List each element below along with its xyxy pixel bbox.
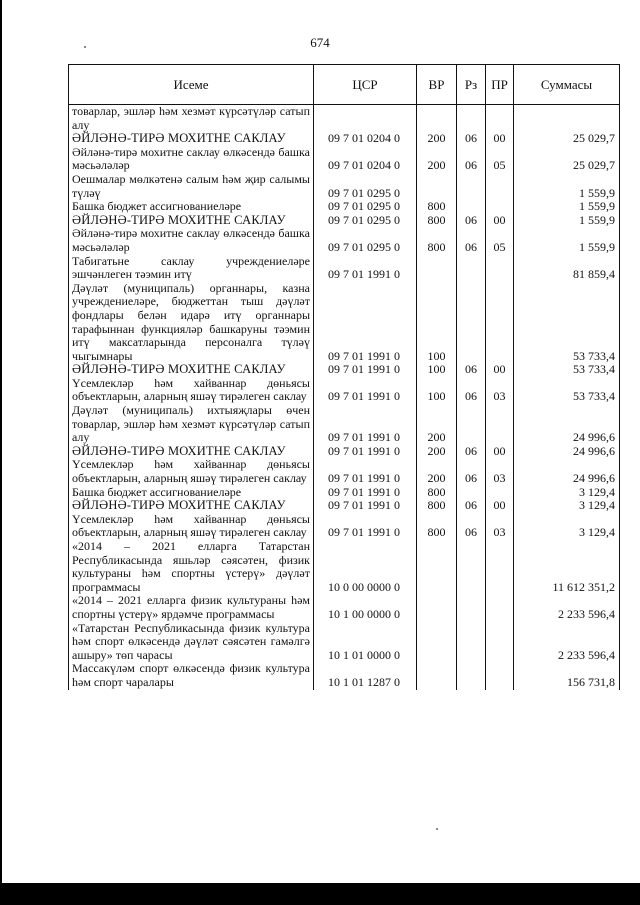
cell-pr: 03 (486, 513, 514, 540)
cell-pr (486, 594, 514, 621)
cell-pr (486, 200, 514, 214)
cell-rz: 06 (457, 445, 486, 459)
cell-csr: 09 7 01 1991 0 (314, 377, 417, 404)
cell-vr: 800 (417, 499, 457, 513)
cell-csr: 10 1 00 0000 0 (314, 594, 417, 621)
cell-name: Дәүләт (муниципаль) органнары, казна учреждениеләре, бюджеттан тыш дәүләт фондлары белән идарә итү органнары тарафыннан функцияләр башкаруны тәэмин итү максатларында персоналга түләү чыгымнары (69, 282, 314, 364)
cell-pr: 03 (486, 458, 514, 485)
cell-sum: 25 029,7 (514, 146, 620, 173)
cell-name: Әйләнә-тирә мохитне саклау өлкәсендә башка мәсьәләләр (69, 227, 314, 254)
cell-csr: 09 7 01 1991 0 (314, 404, 417, 445)
table-row (69, 227, 620, 254)
header-sum: Суммасы (514, 65, 620, 105)
budget-table (68, 64, 620, 690)
cell-rz: 06 (457, 132, 486, 146)
cell-vr (417, 622, 457, 663)
cell-pr: 00 (486, 499, 514, 513)
cell-sum: 24 996,6 (514, 458, 620, 485)
header-pr: ПР (486, 65, 514, 105)
cell-rz: 06 (457, 146, 486, 173)
cell-name: Үсемлекләр һәм хайваннар дөньясы объектларын, аларның яшәү тирәлеген саклау (69, 377, 314, 404)
cell-rz (457, 594, 486, 621)
table-row (69, 214, 620, 228)
cell-rz (457, 404, 486, 445)
cell-pr: 00 (486, 363, 514, 377)
cell-pr (486, 404, 514, 445)
table-row (69, 404, 620, 445)
cell-pr (486, 662, 514, 689)
cell-vr: 200 (417, 458, 457, 485)
header-rz: Рз (457, 65, 486, 105)
cell-rz (457, 105, 486, 133)
cell-csr: 09 7 01 0295 0 (314, 227, 417, 254)
cell-vr: 200 (417, 132, 457, 146)
table-row (69, 200, 620, 214)
cell-name: «2014 – 2021 елларга физик культураны һәм спортны үстерү» ярдәмче программасы (69, 594, 314, 621)
table-row (69, 282, 620, 364)
table-row (69, 540, 620, 594)
cell-sum: 2 233 596,4 (514, 622, 620, 663)
cell-rz (457, 200, 486, 214)
cell-sum: 156 731,8 (514, 662, 620, 689)
cell-name: товарлар, эшләр һәм хезмәт күрсәтүләр сатып алу (69, 105, 314, 133)
cell-pr: 03 (486, 377, 514, 404)
cell-vr: 100 (417, 377, 457, 404)
cell-csr: 09 7 01 0295 0 (314, 173, 417, 200)
cell-rz (457, 282, 486, 364)
header-name: Исеме (69, 65, 314, 105)
cell-pr: 00 (486, 214, 514, 228)
cell-name: Башка бюджет ассигнованиеләре (69, 200, 314, 214)
table-row (69, 662, 620, 689)
cell-sum: 24 996,6 (514, 404, 620, 445)
cell-pr: 00 (486, 132, 514, 146)
table-row (69, 255, 620, 282)
cell-name: Дәүләт (муниципаль) ихтыяҗлары өчен товарлар, эшләр һәм хезмәт күрсәтүләр сатып алу (69, 404, 314, 445)
cell-name: Үсемлекләр һәм хайваннар дөньясы объектларын, аларның яшәү тирәлеген саклау (69, 458, 314, 485)
cell-csr: 09 7 01 1991 0 (314, 499, 417, 513)
scan-edge (0, 0, 2, 905)
cell-csr: 09 7 01 1991 0 (314, 282, 417, 364)
cell-csr: 09 7 01 1991 0 (314, 255, 417, 282)
cell-vr: 800 (417, 227, 457, 254)
table-body (69, 105, 620, 690)
scan-bottom-bar (0, 883, 640, 905)
cell-sum: 1 559,9 (514, 173, 620, 200)
cell-vr: 200 (417, 445, 457, 459)
cell-pr (486, 173, 514, 200)
cell-vr: 800 (417, 486, 457, 500)
cell-rz (457, 486, 486, 500)
table-row (69, 377, 620, 404)
cell-vr: 800 (417, 513, 457, 540)
cell-pr: 00 (486, 445, 514, 459)
cell-pr (486, 255, 514, 282)
cell-pr (486, 622, 514, 663)
cell-csr: 09 7 01 0204 0 (314, 146, 417, 173)
header-csr: ЦСР (314, 65, 417, 105)
cell-rz: 06 (457, 377, 486, 404)
cell-pr (486, 486, 514, 500)
cell-pr (486, 540, 514, 594)
scan-speck (84, 46, 86, 48)
table-row (69, 594, 620, 621)
cell-name: Әйләнә-тирә мохитне саклау өлкәсендә башка мәсьәләләр (69, 146, 314, 173)
cell-csr: 09 7 01 0204 0 (314, 132, 417, 146)
cell-sum: 3 129,4 (514, 499, 620, 513)
cell-sum: 1 559,9 (514, 227, 620, 254)
cell-pr (486, 105, 514, 133)
cell-vr: 800 (417, 214, 457, 228)
cell-rz (457, 622, 486, 663)
table-row (69, 499, 620, 513)
table-row (69, 173, 620, 200)
cell-sum: 53 733,4 (514, 377, 620, 404)
header-vr: ВР (417, 65, 457, 105)
cell-csr: 09 7 01 1991 0 (314, 458, 417, 485)
cell-csr: 10 1 01 1287 0 (314, 662, 417, 689)
cell-sum (514, 105, 620, 133)
cell-sum: 81 859,4 (514, 255, 620, 282)
cell-rz (457, 255, 486, 282)
table-row (69, 363, 620, 377)
cell-rz: 06 (457, 227, 486, 254)
cell-name: ӘЙЛӘНӘ-ТИРӘ МОХИТНЕ САКЛАУ (69, 499, 314, 513)
cell-rz (457, 540, 486, 594)
cell-rz (457, 173, 486, 200)
cell-sum: 25 029,7 (514, 132, 620, 146)
cell-csr: 09 7 01 1991 0 (314, 513, 417, 540)
cell-sum: 53 733,4 (514, 282, 620, 364)
cell-pr (486, 282, 514, 364)
scan-speck (436, 828, 438, 830)
cell-sum: 2 233 596,4 (514, 594, 620, 621)
cell-name: ӘЙЛӘНӘ-ТИРӘ МОХИТНЕ САКЛАУ (69, 445, 314, 459)
cell-vr (417, 105, 457, 133)
table-row (69, 458, 620, 485)
cell-name: Үсемлекләр һәм хайваннар дөньясы объектларын, аларның яшәү тирәлеген саклау (69, 513, 314, 540)
cell-sum: 1 559,9 (514, 200, 620, 214)
cell-vr (417, 662, 457, 689)
cell-csr: 10 1 01 0000 0 (314, 622, 417, 663)
cell-vr: 200 (417, 404, 457, 445)
cell-rz: 06 (457, 214, 486, 228)
cell-name: ӘЙЛӘНӘ-ТИРӘ МОХИТНЕ САКЛАУ (69, 214, 314, 228)
cell-vr (417, 255, 457, 282)
table-row (69, 445, 620, 459)
cell-name: ӘЙЛӘНӘ-ТИРӘ МОХИТНЕ САКЛАУ (69, 132, 314, 146)
cell-rz: 06 (457, 458, 486, 485)
cell-name: ӘЙЛӘНӘ-ТИРӘ МОХИТНЕ САКЛАУ (69, 363, 314, 377)
cell-vr: 100 (417, 282, 457, 364)
cell-csr: 09 7 01 1991 0 (314, 445, 417, 459)
cell-csr: 09 7 01 1991 0 (314, 363, 417, 377)
cell-sum: 53 733,4 (514, 363, 620, 377)
cell-vr: 200 (417, 146, 457, 173)
cell-sum: 3 129,4 (514, 486, 620, 500)
cell-name: Оешмалар мөлкәтенә салым һәм җир салымы түләү (69, 173, 314, 200)
table-row (69, 513, 620, 540)
table-row (69, 105, 620, 133)
header-row (69, 65, 620, 105)
cell-vr: 100 (417, 363, 457, 377)
cell-pr: 05 (486, 227, 514, 254)
cell-vr (417, 540, 457, 594)
cell-name: Табигатьне саклау учреждениеләре эшчәнлеген тәэмин итү (69, 255, 314, 282)
cell-rz: 06 (457, 513, 486, 540)
cell-vr (417, 594, 457, 621)
cell-sum: 11 612 351,2 (514, 540, 620, 594)
cell-csr: 09 7 01 0295 0 (314, 214, 417, 228)
cell-vr: 800 (417, 200, 457, 214)
cell-csr: 09 7 01 0295 0 (314, 200, 417, 214)
page-number: 674 (310, 35, 330, 50)
budget-table-container (68, 64, 619, 690)
table-row (69, 146, 620, 173)
cell-pr: 05 (486, 146, 514, 173)
cell-rz (457, 662, 486, 689)
table-row (69, 486, 620, 500)
cell-name: Башка бюджет ассигнованиеләре (69, 486, 314, 500)
table-row (69, 622, 620, 663)
cell-sum: 24 996,6 (514, 445, 620, 459)
cell-rz: 06 (457, 499, 486, 513)
table-row (69, 132, 620, 146)
cell-csr: 09 7 01 1991 0 (314, 486, 417, 500)
cell-name: «2014 – 2021 елларга Татарстан Республикасында яшьләр сәясәтен, физик культураны һәм спортны үстерү» дәүләт программасы (69, 540, 314, 594)
cell-sum: 3 129,4 (514, 513, 620, 540)
cell-sum: 1 559,9 (514, 214, 620, 228)
cell-name: «Татарстан Республикасында физик культура һәм спорт өлкәсендә дәүләт сәясәтен гамәлгә ашыру» төп чарасы (69, 622, 314, 663)
table-header (69, 65, 620, 105)
cell-rz: 06 (457, 363, 486, 377)
cell-vr (417, 173, 457, 200)
cell-name: Массакүләм спорт өлкәсендә физик культура һәм спорт чаралары (69, 662, 314, 689)
cell-csr: 10 0 00 0000 0 (314, 540, 417, 594)
cell-csr (314, 105, 417, 133)
